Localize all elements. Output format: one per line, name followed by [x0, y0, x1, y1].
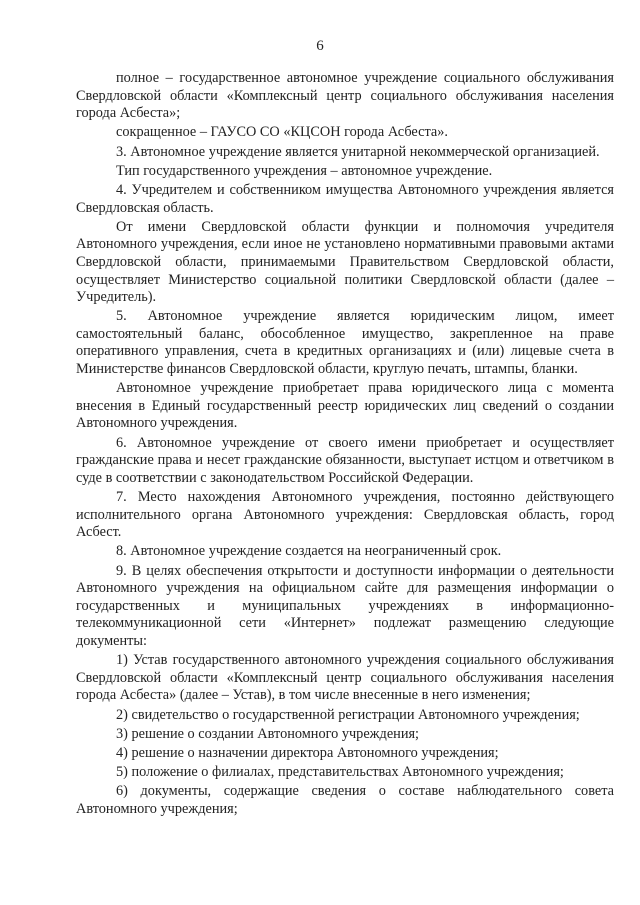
paragraph-founder-powers: От имени Свердловской области функции и полномочия учредителя Автономного учреждения, если иное не установлено нормативными правовыми актами Свердловской области, принимаемыми Правительством Свердловской области, осуществляет Министерство социальной политики Свердловской области (далее – Учредитель).: [76, 218, 614, 306]
list-item-6: 6) документы, содержащие сведения о составе наблюдательного совета Автономного учреждения;: [76, 783, 614, 817]
paragraph-institution-type: Тип государственного учреждения – автономное учреждение.: [116, 162, 493, 179]
paragraph-item-5: 5. Автономное учреждение является юридическим лицом, имеет самостоятельный баланс, обособленное имущество, закрепленное на праве оперативного управления, счета в кредитных организациях и (или) лицевые счета в Министерстве финансов Свердловской области, круглую печать, штампы, бланки.: [76, 308, 614, 378]
paragraph-short-name: сокращенное – ГАУСО СО «КЦСОН города Асбеста».: [116, 124, 448, 141]
paragraph-item-3: 3. Автономное учреждение является унитарной некоммерческой организацией.: [116, 143, 600, 160]
paragraph-item-8: 8. Автономное учреждение создается на неограниченный срок.: [116, 543, 502, 560]
paragraph-item-9: 9. В целях обеспечения открытости и доступности информации о деятельности Автономного учреждения на официальном сайте для размещения информации о государственных и муниципальных учреждениях в информационно-телекоммуникационной сети «Интернет» подлежат размещению следующие документы:: [76, 562, 614, 649]
paragraph-item-7: 7. Место нахождения Автономного учреждения, постоянно действующего исполнительного органа Автономного учреждения: Свердловская область, город Асбест.: [76, 489, 614, 541]
list-item-2: 2) свидетельство о государственной регистрации Автономного учреждения;: [116, 706, 580, 723]
list-item-4: 4) решение о назначении директора Автономного учреждения;: [116, 744, 499, 761]
list-item-3: 3) решение о создании Автономного учреждения;: [116, 725, 420, 742]
paragraph-item-4: 4. Учредителем и собственником имущества Автономного учреждения является Свердловская область.: [76, 181, 614, 216]
document-body: [76, 70, 614, 820]
paragraph-legal-entity-rights: Автономное учреждение приобретает права юридического лица с момента внесения в Единый государственный реестр юридических лиц сведений о создании Автономного учреждения.: [76, 380, 614, 432]
page-number: 6: [316, 38, 324, 54]
list-item-5: 5) положение о филиалах, представительствах Автономного учреждения;: [116, 764, 564, 781]
list-item-1: 1) Устав государственного автономного учреждения социального обслуживания Свердловской области «Комплексный центр социального обслуживания населения города Асбеста» (далее – Устав), в том числе внесенные в него изменения;: [76, 652, 614, 704]
paragraph-full-name: полное – государственное автономное учреждение социального обслуживания Свердловской области «Комплексный центр социального обслуживания населения города Асбеста»;: [76, 70, 614, 122]
paragraph-item-6: 6. Автономное учреждение от своего имени приобретает и осуществляет гражданские права и несет гражданские обязанности, выступает истцом и ответчиком в суде в соответствии с законодательством Российской Федерации.: [76, 434, 614, 486]
